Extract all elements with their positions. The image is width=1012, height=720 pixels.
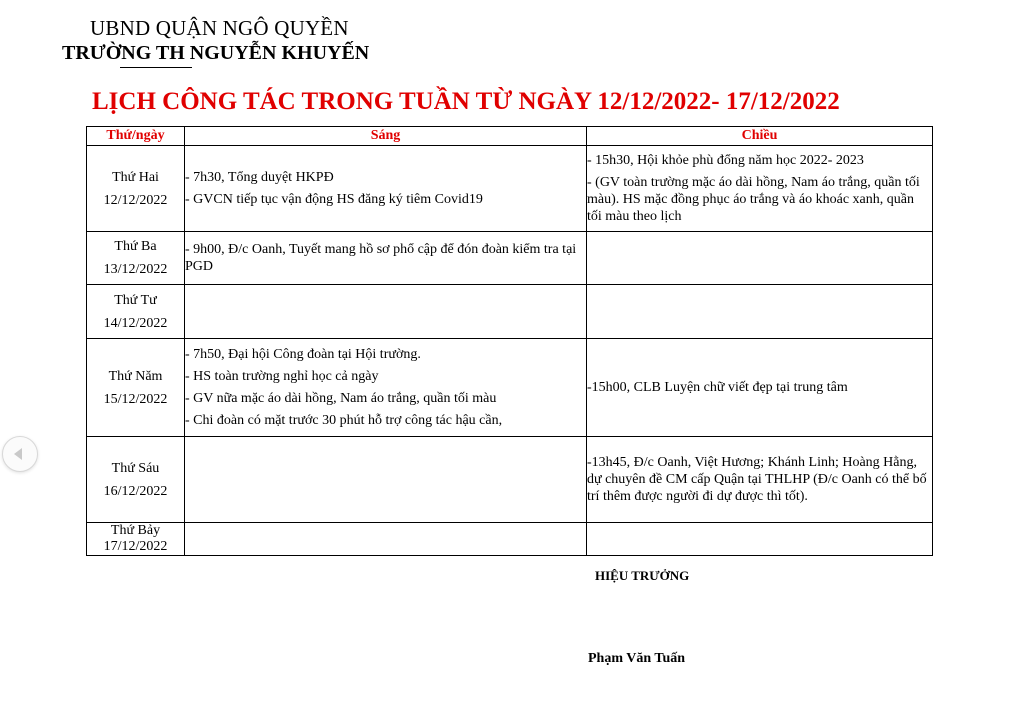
col-header-morning: Sáng [185, 127, 587, 146]
morning-cell [185, 339, 587, 437]
day-name: Thứ Hai [112, 169, 159, 185]
afternoon-entry: - 15h30, Hội khỏe phù đổng năm học 2022- 2023 [587, 153, 864, 168]
afternoon-cell [587, 232, 933, 285]
day-date: 16/12/2022 [103, 483, 168, 499]
morning-entry: - GVCN tiếp tục vận động HS đăng ký tiêm Covid19 [185, 192, 483, 207]
day-name: Thứ Bảy [110, 523, 161, 538]
header-district: UBND QUẬN NGÔ QUYỀN [90, 16, 349, 40]
morning-entry: - 9h00, Đ/c Oanh, Tuyết mang hồ sơ phổ cập để đón đoàn kiểm tra tại PGD [185, 242, 577, 274]
day-name: Thứ Ba [114, 239, 157, 254]
day-date: 17/12/2022 [103, 539, 168, 554]
prev-page-button[interactable] [2, 436, 38, 472]
schedule-table [86, 126, 933, 556]
afternoon-cell [587, 437, 933, 523]
signature-name: Phạm Văn Tuấn [588, 651, 686, 666]
afternoon-entry: - (GV toàn trường mặc áo dài hồng, Nam áo trắng, quần tối màu). HS mặc đồng phục áo trắng và áo khoác xanh, quần tối màu theo lịch [587, 175, 920, 224]
afternoon-cell [587, 146, 933, 232]
table-row [87, 339, 933, 437]
afternoon-cell [587, 285, 933, 339]
table-header-row [87, 127, 933, 146]
afternoon-entry: -13h45, Đ/c Oanh, Việt Hương; Khánh Linh; Hoàng Hằng, dự chuyên đề CM cấp Quận tại THLHP (Đ/c Oanh có thể bố trí thêm được người đi dự được thì tốt). [587, 455, 927, 504]
morning-entry: - Chi đoàn có mặt trước 30 phút hỗ trợ công tác hậu cần, [185, 413, 503, 428]
day-date: 15/12/2022 [103, 391, 168, 407]
afternoon-cell [587, 339, 933, 437]
signature-role: HIỆU TRƯỞNG [595, 568, 690, 583]
day-cell [87, 285, 185, 339]
table-row [87, 146, 933, 232]
morning-entry: - GV nữa mặc áo dài hồng, Nam áo trắng, quần tối màu [185, 391, 497, 406]
day-cell [87, 146, 185, 232]
morning-entry: - 7h30, Tổng duyệt HKPĐ [185, 170, 334, 185]
header-school: TRƯỜNG TH NGUYỄN KHUYẾN [62, 42, 370, 64]
day-cell [87, 523, 185, 556]
day-name: Thứ Năm [108, 368, 163, 384]
table-row [87, 437, 933, 523]
page-title: LỊCH CÔNG TÁC TRONG TUẦN TỪ NGÀY 12/12/2022- 17/12/2022 [92, 88, 840, 115]
header-underline [120, 67, 192, 68]
col-header-afternoon: Chiều [587, 127, 933, 146]
table-row [87, 232, 933, 285]
day-name: Thứ Tư [114, 292, 157, 308]
afternoon-cell [587, 523, 933, 556]
morning-entry: - 7h50, Đại hội Công đoàn tại Hội trường. [185, 347, 421, 362]
col-header-day: Thứ/ngày [87, 127, 185, 146]
afternoon-entry: -15h00, CLB Luyện chữ viết đẹp tại trung tâm [587, 380, 848, 395]
day-cell [87, 339, 185, 437]
day-name: Thứ Sáu [111, 460, 160, 476]
morning-cell [185, 232, 587, 285]
day-date: 13/12/2022 [103, 262, 168, 277]
morning-cell [185, 523, 587, 556]
morning-cell [185, 285, 587, 339]
morning-cell [185, 437, 587, 523]
day-date: 14/12/2022 [103, 315, 168, 331]
table-row [87, 285, 933, 339]
day-cell [87, 232, 185, 285]
day-date: 12/12/2022 [103, 192, 168, 208]
morning-cell [185, 146, 587, 232]
day-cell [87, 437, 185, 523]
table-row [87, 523, 933, 556]
chevron-left-icon [14, 448, 22, 460]
morning-entry: - HS toàn trường nghỉ học cả ngày [185, 369, 379, 384]
